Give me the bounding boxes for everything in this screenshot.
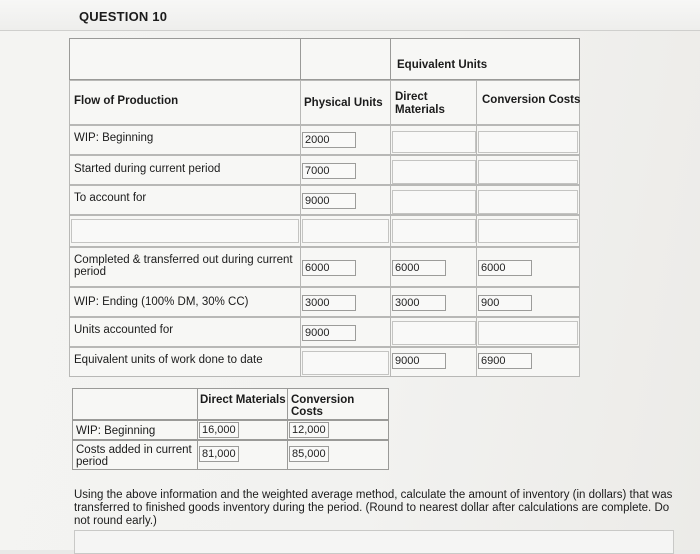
row-label-wip-ending: WIP: Ending (100% DM, 30% CC) (74, 296, 249, 308)
dm-cell (390, 125, 477, 155)
cost-dm-input[interactable]: 81,000 (199, 446, 239, 462)
cost-cc-header-cell (287, 388, 389, 420)
physical-units-input[interactable]: 7000 (302, 163, 356, 179)
cc-cell (476, 317, 580, 347)
physical-units-input[interactable]: 3000 (302, 295, 356, 311)
header-blank-cell (69, 38, 301, 80)
row-label-completed-line1: Completed & transferred out during current (74, 254, 293, 266)
physical-units-input[interactable] (302, 351, 389, 375)
blank-input[interactable] (71, 219, 299, 243)
conversion-costs-input[interactable] (478, 131, 578, 153)
cost-row-label (72, 420, 198, 440)
physical-cell (300, 247, 391, 287)
dm-cell (390, 185, 477, 215)
cc-cell (476, 287, 580, 317)
direct-materials-input[interactable] (392, 321, 476, 345)
conversion-costs-input[interactable]: 6900 (478, 353, 532, 369)
spacer-cell (476, 215, 580, 247)
cc-cell (476, 185, 580, 215)
physical-units-input[interactable]: 6000 (302, 260, 356, 276)
dm-cell (390, 347, 477, 377)
question-title: QUESTION 10 (79, 9, 168, 24)
table-row-label (69, 155, 301, 185)
cost-dm-input[interactable]: 16,000 (199, 422, 239, 438)
blank-input[interactable] (392, 219, 476, 243)
cost-row-label (72, 440, 198, 470)
table-row-label (69, 125, 301, 155)
physical-cell (300, 287, 391, 317)
cc-cell (476, 125, 580, 155)
row-label-completed-line2: period (74, 266, 106, 278)
cost-cc-input[interactable]: 12,000 (289, 422, 329, 438)
physical-cell (300, 185, 391, 215)
direct-materials-input[interactable]: 3000 (392, 295, 446, 311)
row-label-to-account-for: To account for (74, 192, 147, 204)
dm-cell (390, 247, 477, 287)
cc-cell (476, 155, 580, 185)
direct-materials-input[interactable]: 6000 (392, 260, 446, 276)
direct-materials-input[interactable] (392, 190, 476, 214)
physical-units-header-cell (300, 80, 391, 125)
header-blank-cell (300, 38, 391, 80)
direct-materials-input[interactable] (392, 160, 476, 184)
table-row-label (69, 287, 301, 317)
cc-cell (476, 347, 580, 377)
dm-cell (390, 287, 477, 317)
row-label-wip-beginning: WIP: Beginning (74, 132, 154, 144)
physical-units-header: Physical Units (304, 97, 383, 109)
cost-dm-cell (197, 440, 288, 470)
cost-dm-cell (197, 420, 288, 440)
cost-cc-header-line2: Costs (291, 406, 323, 418)
answer-input[interactable] (74, 530, 674, 554)
row-label-equivalent-units: Equivalent units of work done to date (74, 354, 263, 366)
cost-label-wip-beginning: WIP: Beginning (76, 425, 156, 437)
table-row-label (69, 317, 301, 347)
physical-cell (300, 125, 391, 155)
conversion-costs-input[interactable]: 900 (478, 295, 532, 311)
physical-cell (300, 347, 391, 377)
equivalent-units-header: Equivalent Units (397, 59, 488, 71)
cc-cell (476, 247, 580, 287)
physical-units-input[interactable]: 9000 (302, 193, 356, 209)
spacer-cell (390, 215, 477, 247)
conversion-costs-input[interactable] (478, 160, 578, 184)
direct-materials-header-cell (390, 80, 477, 125)
direct-materials-input[interactable]: 9000 (392, 353, 446, 369)
physical-cell (300, 317, 391, 347)
conversion-costs-header-cell (476, 80, 580, 125)
flow-of-production-header: Flow of Production (74, 95, 179, 107)
blank-input[interactable] (478, 219, 578, 243)
flow-header-cell (69, 80, 301, 125)
cost-label-costs-added-line1: Costs added in current (76, 444, 192, 456)
direct-materials-input[interactable] (392, 131, 476, 153)
dm-cell (390, 317, 477, 347)
conversion-costs-header: Conversion Costs (482, 94, 581, 106)
cost-cc-cell (287, 420, 389, 440)
conversion-costs-input[interactable]: 6000 (478, 260, 532, 276)
conversion-costs-input[interactable] (478, 321, 578, 345)
cost-cc-cell (287, 440, 389, 470)
question-header (0, 0, 700, 31)
table-row-label (69, 247, 301, 287)
spacer-cell (300, 215, 391, 247)
cost-cc-header-line1: Conversion (291, 394, 355, 406)
row-label-started: Started during current period (74, 163, 221, 175)
question-instructions: Using the above information and the weighted average method, calculate the amount of inventory (in dollars) that was transferred to finished goods inventory during the period. (Round to nearest dollar after calculations are complete. Do not round early.) (74, 489, 673, 527)
cost-cc-input[interactable]: 85,000 (289, 446, 329, 462)
direct-materials-header-line1: Direct (395, 91, 428, 103)
cost-dm-header: Direct Materials (200, 394, 286, 406)
physical-units-input[interactable]: 2000 (302, 132, 356, 148)
equivalent-units-header-cell (390, 38, 580, 80)
conversion-costs-input[interactable] (478, 190, 578, 214)
direct-materials-header-line2: Materials (395, 104, 445, 116)
blank-input[interactable] (302, 219, 389, 243)
cost-label-costs-added-line2: period (76, 456, 108, 468)
row-label-units-accounted: Units accounted for (74, 324, 174, 336)
dm-cell (390, 155, 477, 185)
table-row-label (69, 185, 301, 215)
physical-units-input[interactable]: 9000 (302, 325, 356, 341)
table-row-label (69, 347, 301, 377)
cost-dm-header-cell (197, 388, 288, 420)
physical-cell (300, 155, 391, 185)
spacer-cell (69, 215, 301, 247)
cost-header-blank (72, 388, 198, 420)
